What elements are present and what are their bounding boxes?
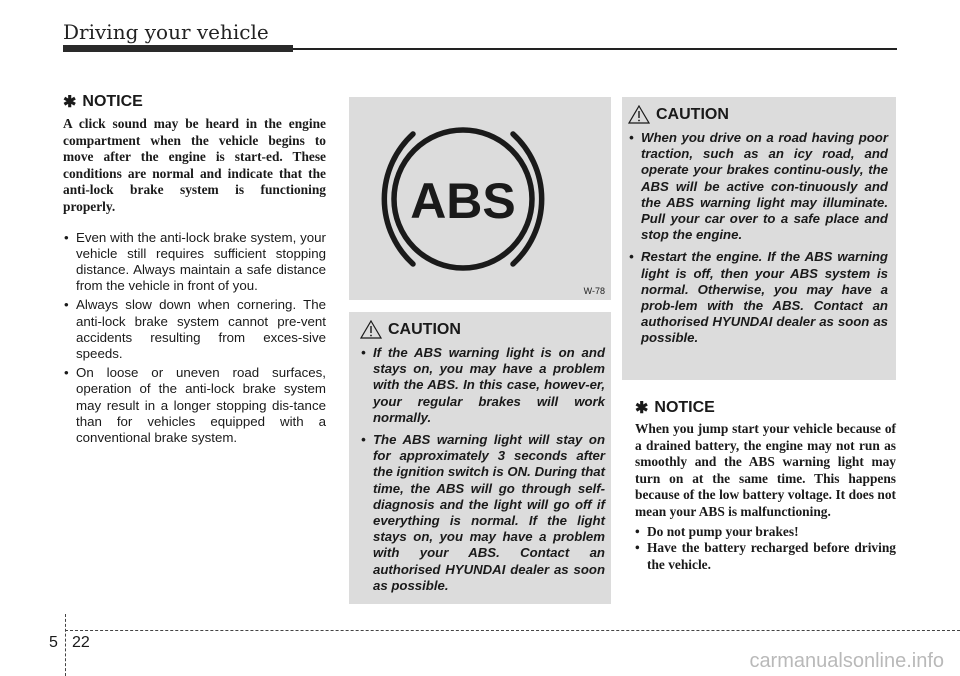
notice-heading-label: NOTICE [654,399,715,416]
warning-triangle-icon [628,105,650,124]
caution-heading-label: CAUTION [388,320,461,338]
abs-warning-light-icon [349,97,611,300]
page-number: 22 [72,634,90,651]
notice-heading [635,398,896,418]
notice-star-icon: ✱ [635,400,649,417]
list-item: • On loose or uneven road surfaces, operation of the anti-lock brake system may result in a longer stopping dis-tance than for vehicles equipped with a conventional brake system. [63,365,326,446]
list-item: • When you drive on a road having poor traction, such as an icy road, and operate your brakes continu-ously, the ABS will be active con-tinuously and the ABS warning light may illuminate. Pull your car over to a safe place and stop the engine. [628,130,888,243]
abs-warning-figure [349,97,611,300]
list-item: • Always slow down when cornering. The anti-lock brake system cannot pre-vent accidents resulting from exces-sive speeds. [63,297,326,362]
figure-code: W-78 [583,286,605,296]
warning-triangle-icon [360,320,382,339]
list-item: • Even with the anti-lock brake system, your vehicle still requires sufficient stopping distance. Always maintain a safe distance from the vehicle in front of you. [63,230,326,295]
watermark: carmanualsonline.info [749,650,944,672]
caution-box-middle [349,312,611,604]
header-rule-thin [293,48,897,50]
list-item: • Do not pump your brakes! [635,524,896,541]
header-rule-thick [63,45,293,52]
chapter-number: 5 [49,634,58,651]
notice-bullet-list [635,524,896,574]
notice-heading-label: NOTICE [82,93,143,110]
right-notice-section [635,398,896,573]
page-header-title: Driving your vehicle [63,20,269,44]
footer-divider [65,614,66,676]
left-bullet-list [63,230,326,447]
list-item: • If the ABS warning light is on and stays on, you may have a problem with the ABS. In this case, howev-er, your regular brakes will work normally. [360,345,605,426]
left-notice-section [63,92,326,449]
notice-star-icon: ✱ [63,94,77,111]
caution-heading [628,105,888,124]
list-item: • The ABS warning light will stay on for approximately 3 seconds after the ignition switch is ON. During that time, the ABS will go through self-diagnosis and the light will go off if everything is normal. If the light stays on, you may have a problem with your ABS. Contact an authorised HYUNDAI dealer as soon as possible. [360,432,605,594]
caution-heading-label: CAUTION [656,105,729,123]
caution-list [360,345,605,594]
footer-rule [65,630,960,631]
notice-text: When you jump start your vehicle because of a drained battery, the engine may not run as smoothly and the ABS warning light may turn on at the same time. This happens because of the low battery voltage. It does not mean your ABS is malfunctioning. [635,421,896,519]
abs-symbol-text: ABS [410,173,516,229]
notice-text: A click sound may be heard in the engine compartment when the vehicle begins to move after the engine is start-ed. These conditions are normal and indicate that the anti-lock brake system is functioning properly. [63,116,326,214]
list-item: • Restart the engine. If the ABS warning light is off, then your ABS system is normal. Otherwise, you may have a prob-lem with the ABS. Contact an authorised HYUNDAI dealer as soon as possible. [628,249,888,346]
caution-box-right [622,97,896,380]
list-item: • Have the battery recharged before driving the vehicle. [635,540,896,573]
notice-heading [63,92,326,112]
caution-list [628,130,888,347]
caution-heading [360,320,605,339]
